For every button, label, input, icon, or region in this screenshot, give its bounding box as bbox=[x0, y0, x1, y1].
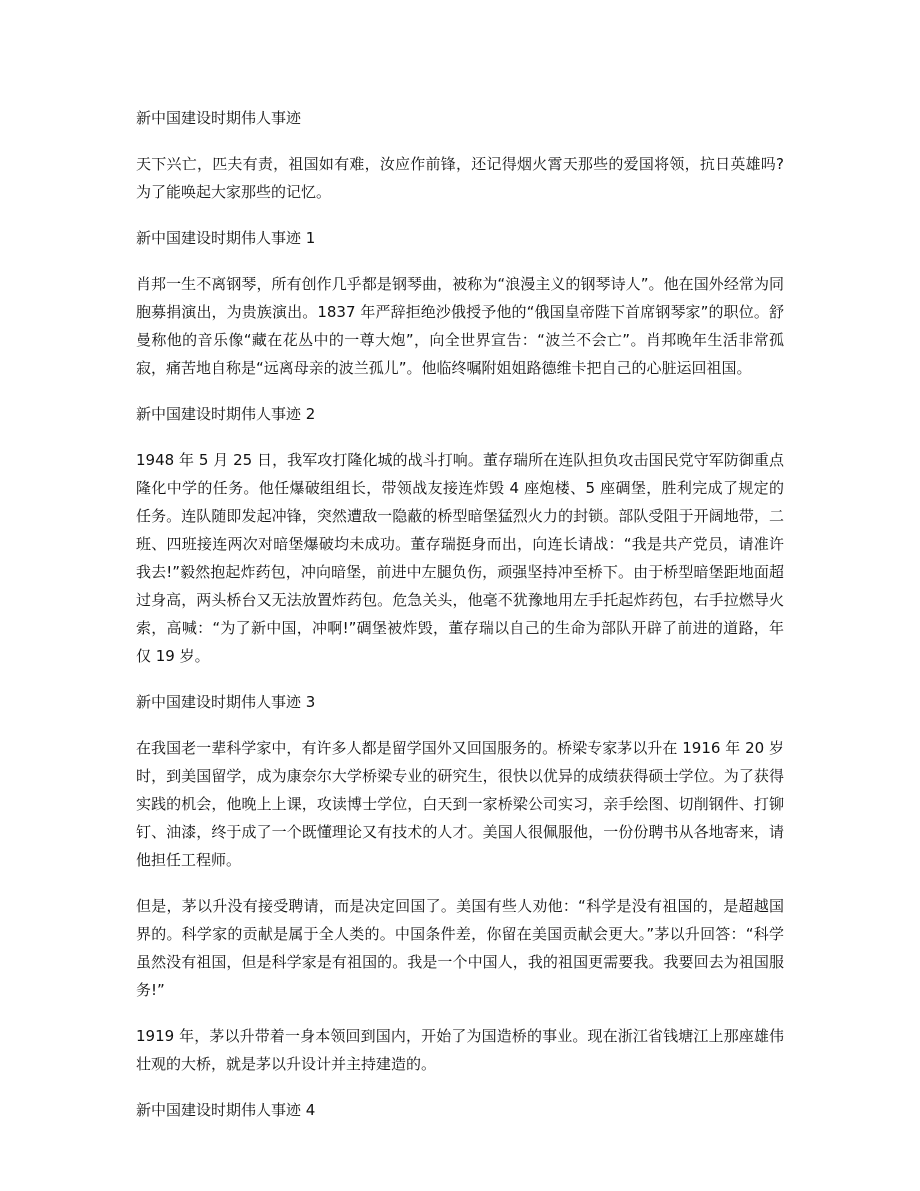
section-1-heading: 新中国建设时期伟人事迹 1 bbox=[136, 229, 316, 247]
section-4-heading: 新中国建设时期伟人事迹 4 bbox=[136, 1101, 316, 1119]
document-page bbox=[136, 104, 784, 1142]
section-3-paragraph-1: 在我国老一辈科学家中，有许多人都是留学国外又回国服务的。桥梁专家茅以升在 1916 年 20 岁时，到美国留学，成为康奈尔大学桥梁专业的研究生，很快以优异的成绩获得硕士学位。为了获得实践的机会，他晚上上课，攻读博士学位，白天到一家桥梁公司实习，亲手绘图、切削钢件、打铆钉、油漆，终于成了一个既懂理论又有技术的人才。美国人很佩服他，一份份聘书从各地寄来，请他担任工程师。 bbox=[136, 739, 784, 869]
section-2-paragraph: 1948 年 5 月 25 日，我军攻打隆化城的战斗打响。董存瑞所在连队担负攻击国民党守军防御重点隆化中学的任务。他任爆破组组长，带领战友接连炸毁 4 座炮楼、5 座碉堡，胜利完成了规定的任务。连队随即发起冲锋，突然遭敌一隐蔽的桥型暗堡猛烈火力的封锁。部队受阻于开阔地带，二班、四班接连两次对暗堡爆破均未成功。董存瑞挺身而出，向连长请战：“我是共产党员，请准许我去!”毅然抱起炸药包，冲向暗堡，前进中左腿负伤，顽强坚持冲至桥下。由于桥型暗堡距地面超过身高，两头桥台又无法放置炸药包。危急关头，他毫不犹豫地用左手托起炸药包，右手拉燃导火索，高喊：“为了新中国，冲啊!”碉堡被炸毁，董存瑞以自己的生命为部队开辟了前进的道路，年仅 19 岁。 bbox=[136, 451, 784, 665]
section-1-paragraph: 肖邦一生不离钢琴，所有创作几乎都是钢琴曲，被称为“浪漫主义的钢琴诗人”。他在国外经常为同胞募捐演出，为贵族演出。1837 年严辞拒绝沙俄授予他的“俄国皇帝陛下首席钢琴家”的职位。舒曼称他的音乐像“藏在花丛中的一尊大炮”，向全世界宣告：“波兰不会亡”。肖邦晚年生活非常孤寂，痛苦地自称是“远离母亲的波兰孤儿”。他临终嘱附姐姐路德维卡把自己的心脏运回祖国。 bbox=[136, 275, 784, 377]
section-3-paragraph-3: 1919 年，茅以升带着一身本领回到国内，开始了为国造桥的事业。现在浙江省钱塘江上那座雄伟壮观的大桥，就是茅以升设计并主持建造的。 bbox=[136, 1027, 784, 1073]
section-2-heading: 新中国建设时期伟人事迹 2 bbox=[136, 405, 316, 423]
intro-paragraph: 天下兴亡，匹夫有责，祖国如有难，汝应作前锋，还记得烟火霄天那些的爱国将领，抗日英雄吗?为了能唤起大家那些的记忆。 bbox=[136, 155, 784, 201]
document-title: 新中国建设时期伟人事迹 bbox=[136, 109, 302, 127]
section-3-paragraph-2: 但是，茅以升没有接受聘请，而是决定回国了。美国有些人劝他：“科学是没有祖国的，是超越国界的。科学家的贡献是属于全人类的。中国条件差，你留在美国贡献会更大。”茅以升回答：“科学虽然没有祖国，但是科学家是有祖国的。我是一个中国人，我的祖国更需要我。我要回去为祖国服务!” bbox=[136, 897, 784, 999]
section-3-heading: 新中国建设时期伟人事迹 3 bbox=[136, 693, 316, 711]
